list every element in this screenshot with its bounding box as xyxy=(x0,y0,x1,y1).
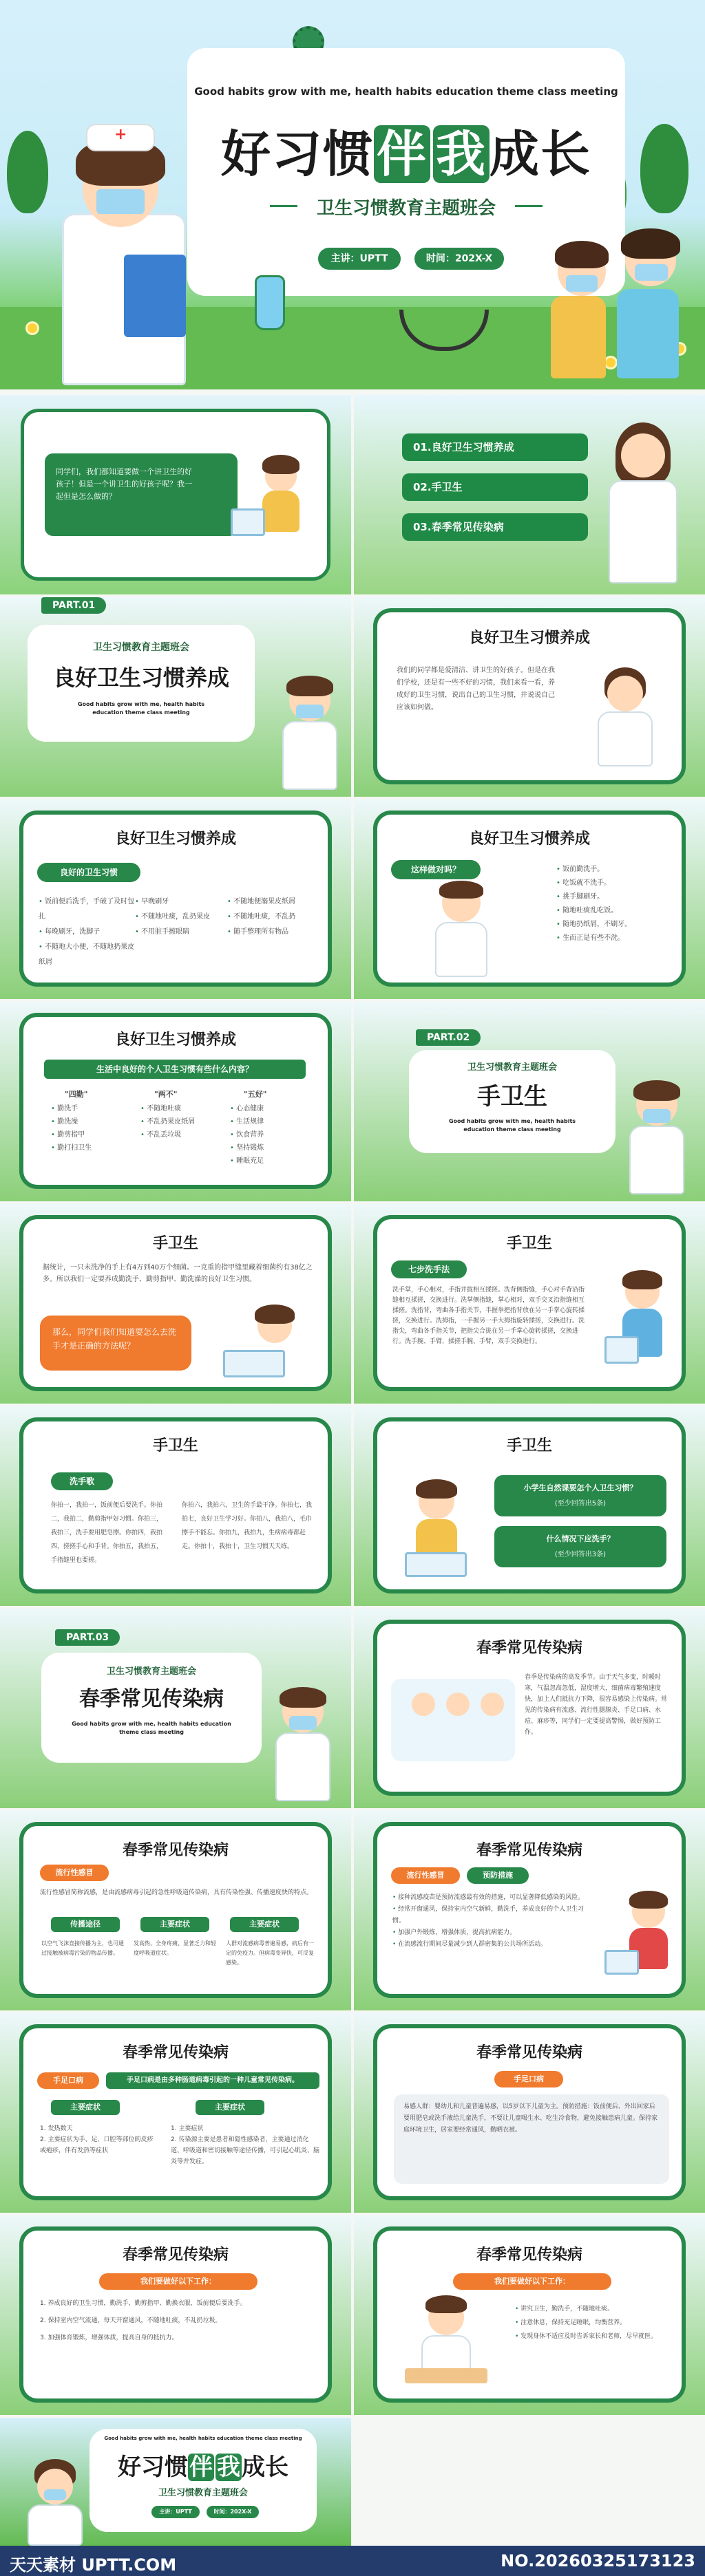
s6-slide xyxy=(354,799,705,999)
cover-slide xyxy=(0,0,705,389)
child-face xyxy=(481,1693,504,1716)
cover-title: 好习惯伴 我成长 xyxy=(220,125,592,183)
s15-card xyxy=(19,1822,332,1998)
s6-list: • 饭前勤洗手。 • 吃饭就不洗手。 • 挑手脚刷牙。 • 随地吐痰乱吃饭。 • 随地扔纸屑，不刷牙。 • 生而正是有些不洗。 xyxy=(556,863,680,945)
s5-title: 良好卫生习惯养成 xyxy=(114,830,236,848)
s7-card xyxy=(19,1013,332,1189)
s10-tag: 七步洗手法 xyxy=(391,1260,467,1278)
s5-col-2: • 早晚刷牙 • 不随地吐痰，乱扔果皮 • 不用脏手擦眼睛 xyxy=(135,894,224,940)
s18-tag: 手足口病 xyxy=(494,2071,563,2087)
part1-label: PART.01 xyxy=(41,597,106,614)
s9-slide xyxy=(0,1204,351,1404)
s15-tag: 流行性感冒 xyxy=(40,1865,109,1881)
s11-col-2: 你拍六，我拍六，卫生的手最干净。你拍七，我拍七，良好卫生学习好。你拍八，我拍八，毛巾擦手不能忘。你拍九，我拍九，生病病毒都赶走。你拍十，我拍十，卫生习惯天天练。 xyxy=(182,1502,313,1550)
s4-slide xyxy=(354,597,705,797)
s10-slide xyxy=(354,1204,705,1404)
s10-text: 洗手掌，手心相对，手指并拢相互揉搓。洗背侧指缝，手心对手背沿指缝相互揉搓，交换进行。洗掌侧指缝，掌心相对，双手交叉沿指缝相互揉搓。洗指背，弯曲各手指关节，半握拳把指背放在另一手掌心旋转揉搓，交换进行。洗拇指，一手握另一手大拇指旋转揉搓，交换进行。洗指尖，弯曲各手指关节，把指尖合拢在另一手掌心旋转揉搓，交换进行。洗手腕、手臂，揉搓手腕、手臂，双手交换进行。 xyxy=(392,1287,585,1345)
kid-washing-illustration xyxy=(231,453,306,543)
s11-col-1: 你拍一，我拍一，饭前便后要洗手。你拍二，我拍二，勤剪指甲好习惯。你拍三，我拍三，洗手要用肥皂擦。你拍四，我拍四，搓搓手心和手背。你拍五，我拍五，手指缝里也要搓。 xyxy=(51,1502,163,1564)
s9-title: 手卫生 xyxy=(152,1235,198,1252)
child-face xyxy=(412,1693,435,1716)
s18-slide xyxy=(354,2013,705,2213)
children-desks-illustration xyxy=(391,1679,515,1761)
boy-washing-illustration xyxy=(398,1483,474,1580)
s11-tag: 洗手歌 xyxy=(51,1472,113,1490)
s16-tag-1: 流行性感冒 xyxy=(391,1867,460,1884)
s15-title: 春季常见传染病 xyxy=(122,1842,229,1859)
kid-sink-illustration xyxy=(604,1274,673,1377)
desk xyxy=(405,2368,487,2383)
part3-big: 春季常见传染病 xyxy=(79,1687,224,1711)
part1-big: 良好卫生习惯养成 xyxy=(52,665,229,691)
s14-title: 春季常见传染病 xyxy=(476,1640,582,1657)
doctor-illustration xyxy=(602,422,684,588)
part3-en: Good habits grow with me, health habits education theme class meeting xyxy=(72,1721,231,1735)
s15-head-1: 传播途径 xyxy=(51,1917,120,1932)
nurse-illustration xyxy=(21,2459,90,2546)
s7-title: 良好卫生习惯养成 xyxy=(114,1031,236,1049)
s14-card xyxy=(373,1620,686,1796)
clipboard-icon xyxy=(124,255,186,337)
s16-tag-2: 预防措施 xyxy=(467,1867,529,1884)
s15-col-2: 发高热、全身疼痛、显著乏力和轻度呼吸道症状。 xyxy=(134,1940,216,1956)
footer-right: NO.20260325173123 xyxy=(501,2551,695,2570)
child-face xyxy=(446,1693,470,1716)
end-time: 时间：202X-X xyxy=(207,2506,259,2518)
part2-big: 手卫生 xyxy=(477,1083,547,1110)
kid-basin-illustration xyxy=(604,1895,680,1984)
s19-title: 春季常见传染病 xyxy=(122,2246,229,2264)
toc-item-1[interactable]: 01.良好卫生习惯养成 xyxy=(402,433,588,461)
part2-label: PART.02 xyxy=(416,1029,481,1046)
sink-icon xyxy=(405,1552,467,1577)
s6-tag: 这样做对吗？ xyxy=(391,860,481,879)
part2-card xyxy=(409,1050,615,1153)
sink-icon xyxy=(604,1336,639,1364)
end-en: Good habits grow with me, health habits education theme class meeting xyxy=(104,2436,302,2441)
s9-text: 据统计，一只未洗净的手上有4万到40万个细菌。一克重的指甲缝里藏着细菌约有38亿之多。所以我们一定要养成勤洗手、勤剪指甲、勤洗澡的良好卫生习惯。 xyxy=(43,1264,313,1283)
s20-bar: 我们要做好以下工作： xyxy=(453,2273,611,2290)
s7-bar: 生活中良好的个人卫生习惯有些什么内容？ xyxy=(44,1060,306,1079)
s5-col-1: • 饭前便后洗手，手破了及时包扎 • 每晚刷牙，洗脚子 • 不随地大小便，不随地扔果皮纸屑 xyxy=(39,894,135,970)
s17-bar: 手足口病是由多种肠道病毒引起的一种儿童常见传染病。 xyxy=(106,2072,319,2089)
s9-card xyxy=(19,1215,332,1391)
s11-card xyxy=(19,1417,332,1593)
doctor-boy-illustration xyxy=(269,1691,337,1801)
s5-col-3: • 不随地便溺果皮纸屑 • 不随地吐痰，不乱扔 • 随手整理所有物品 xyxy=(227,894,324,940)
cover-en: Good habits grow with me, health habits education theme class meeting xyxy=(194,85,618,98)
part1-small: 卫生习惯教育主题班会 xyxy=(93,642,189,653)
s11-slide xyxy=(0,1406,351,1606)
s5-card xyxy=(19,811,332,987)
s19-list: 1. 养成良好的卫生习惯，勤洗手、勤剪指甲、勤换衣服，饭前便后要洗手。 2. 保持室内空气流通，每天开窗通风，不随地吐痰，不乱扔垃圾。 3. 加强体育锻炼，增强体质，提高自身的抵抗力。 xyxy=(40,2300,246,2341)
end-slide xyxy=(0,2418,351,2546)
s16-card xyxy=(373,1822,686,1998)
s7-col-1: • 勤洗手 • 勤洗澡 • 勤剪指甲 • 勤打扫卫生 xyxy=(51,1102,134,1155)
s20-title: 春季常见传染病 xyxy=(476,2246,582,2264)
s16-slide xyxy=(354,1811,705,2010)
sanitizer-icon xyxy=(255,275,285,330)
s12-a1: (至少回答出5条) xyxy=(554,1500,607,1507)
s10-card xyxy=(373,1215,686,1391)
s10-title: 手卫生 xyxy=(506,1235,552,1252)
part3-card xyxy=(41,1653,262,1763)
toc-item-3[interactable]: 03.春季常见传染病 xyxy=(402,513,588,541)
s4-title: 良好卫生习惯养成 xyxy=(468,630,590,647)
part2-small: 卫生习惯教育主题班会 xyxy=(467,1062,557,1073)
end-card xyxy=(90,2429,317,2532)
doctor-stethoscope-illustration xyxy=(419,883,501,980)
s12-slide xyxy=(354,1406,705,1606)
s19-slide xyxy=(0,2215,351,2415)
red-cross-icon: + xyxy=(114,126,127,143)
part3-small: 卫生习惯教育主题班会 xyxy=(106,1666,196,1677)
s6-card xyxy=(373,811,686,987)
s14-text: 春季是传染病的高发季节。由于天气多变，时暖时寒，气温忽高忽低，湿度增大，细菌病毒繁殖速度快，加上人们抵抗力下降，很容易感染上传染病。常见的传染病有流感、流行性腮腺炎、手足口病、水痘、麻疹等，同学们一定要提高警惕，做好预防工作。 xyxy=(525,1674,668,1736)
intro-question: 同学们，我们都知道要做一个讲卫生的好孩子！但是一个讲卫生的好孩子呢？我一起但是怎么做的？ xyxy=(56,467,192,501)
cover-speaker: 主讲：UPTT xyxy=(318,248,401,270)
s18-title: 春季常见传染病 xyxy=(476,2044,582,2061)
toc-slide xyxy=(354,395,705,594)
watermark-footer xyxy=(0,2546,705,2576)
s16-title: 春季常见传染病 xyxy=(476,1842,582,1859)
s18-card xyxy=(373,2024,686,2200)
s17-head-2: 主要症状 xyxy=(196,2100,264,2115)
s17-card xyxy=(19,2024,332,2200)
s17-tag: 手足口病 xyxy=(37,2072,99,2089)
part2-en: Good habits grow with me, health habits education theme class meeting xyxy=(448,1118,576,1133)
s17-title: 春季常见传染病 xyxy=(122,2044,229,2061)
intro-slide xyxy=(0,395,351,594)
s17-col-2: 1. 主要症状 2. 传染源主要是患者和隐性感染者，主要通过消化道、呼吸道和密切接触等途径传播，可引起心肌炎、脑炎等并发症。 xyxy=(171,2125,320,2165)
footer-left: 天天素材 UPTT.COM xyxy=(10,2555,177,2575)
s12-card xyxy=(373,1417,686,1593)
end-title: 好习惯伴 我成长 xyxy=(118,2454,288,2481)
s6-title: 良好卫生习惯养成 xyxy=(468,830,590,848)
s7-col-2: • 不随地吐痰 • 不乱扔果皮纸屑 • 不乱丢垃圾 xyxy=(140,1102,223,1141)
s11-title: 手卫生 xyxy=(152,1437,198,1455)
s12-q2: 什么情况下应洗手？ xyxy=(546,1534,615,1543)
s20-card xyxy=(373,2226,686,2403)
s17-slide xyxy=(0,2013,351,2213)
cover-subtitle: 卫生习惯教育主题班会 xyxy=(316,198,496,219)
s20-slide xyxy=(354,2215,705,2415)
part3-label: PART.03 xyxy=(55,1629,120,1646)
s15-head-3: 主要症状 xyxy=(230,1917,299,1932)
nurse-illustration xyxy=(48,103,200,385)
s14-slide xyxy=(354,1609,705,1808)
nurse-small-illustration xyxy=(584,667,666,771)
s15-col-3: 人群对流感病毒普遍易感，病后有一定的免疫力。但病毒变异快，可反复感染。 xyxy=(226,1940,314,1966)
doctor-boy-illustration xyxy=(622,1084,691,1194)
s19-bar: 我们要做好以下工作： xyxy=(99,2273,257,2290)
cover-time: 时间：202X-X xyxy=(414,248,504,270)
kid-handwash-illustration xyxy=(223,1309,306,1384)
s17-head-1: 主要症状 xyxy=(51,2100,120,2115)
part3-slide xyxy=(0,1609,351,1808)
intro-card xyxy=(21,409,330,581)
s7-head-2: "两不" xyxy=(154,1090,178,1099)
part1-slide xyxy=(0,597,351,797)
doctor-desk-illustration xyxy=(405,2299,487,2389)
s12-q1: 小学生自然课要怎个人卫生习惯？ xyxy=(523,1483,638,1492)
s15-col-1: 以空气飞沫直接传播为主，也可通过接触被病毒污染的物品传播。 xyxy=(41,1940,124,1956)
s15-slide xyxy=(0,1811,351,2010)
end-speaker: 主讲：UPTT xyxy=(151,2506,200,2518)
s15-head-2: 主要症状 xyxy=(140,1917,209,1932)
sink-icon xyxy=(604,1950,639,1975)
s18-text: 易感人群：婴幼儿和儿童普遍易感，以5岁以下儿童为主。预防措施：饭前便后、外出回家后要用肥皂或洗手液给儿童洗手，不要让儿童喝生水、吃生冷食物，避免接触患病儿童。保持家庭环境卫生，居室要经常通风，勤晒衣被。 xyxy=(403,2103,658,2134)
s4-card xyxy=(373,608,686,784)
s12-title: 手卫生 xyxy=(506,1437,552,1455)
kids-illustration xyxy=(551,220,688,385)
sink-icon xyxy=(223,1350,285,1377)
s7-head-1: "四勤" xyxy=(65,1090,88,1099)
s7-head-3: "五好" xyxy=(244,1090,267,1099)
s7-col-3: • 心态健康 • 生活规律 • 饮食营养 • 坚持锻炼 • 睡眠充足 xyxy=(230,1102,313,1168)
s5-tag: 良好的卫生习惯 xyxy=(37,863,140,882)
doctor-boy-illustration xyxy=(275,680,344,790)
part1-card xyxy=(28,625,255,742)
s15-text: 流行性感冒简称流感，是由流感病毒引起的急性呼吸道传染病，具有传染性强、传播速度快的特点。 xyxy=(40,1889,313,1896)
s12-a2: (至少回答出3条) xyxy=(554,1551,607,1558)
s20-list: • 讲究卫生，勤洗手，不随地吐痰。 • 注意休息，保持充足睡眠，均衡营养。 • 发现身体不适应及时告诉家长和老师，尽早就医。 xyxy=(515,2302,673,2343)
part2-slide xyxy=(354,1002,705,1201)
s4-text: 我们的同学都是爱清洁、讲卫生的好孩子。但是在我们学校，还是有一些不好的习惯，我们来看一看，养成好的卫生习惯，说出自己的卫生习惯，并说说自己应该如何做。 xyxy=(397,667,555,711)
toc-item-2[interactable]: 02.手卫生 xyxy=(402,473,588,501)
part1-en: Good habits grow with me, health habits education theme class meeting xyxy=(77,701,205,716)
s9-box: 那么，同学们我们知道要怎么去洗手才是正确的方法呢？ xyxy=(40,1316,191,1371)
s5-slide xyxy=(0,799,351,999)
end-subtitle: 卫生习惯教育主题班会 xyxy=(158,2488,248,2498)
s7-slide xyxy=(0,1002,351,1201)
s16-list: • 接种流感疫苗是预防流感最有效的措施，可以显著降低感染的风险。 • 经常开窗通风，保持室内空气新鲜，勤洗手，养成良好的个人卫生习惯。 • 加强户外锻炼，增强体质，提高抗病能力。 • 在流感流行期间尽量减少到人群密集的公共场所活动。 xyxy=(392,1892,592,1951)
sink-icon xyxy=(231,508,265,536)
s17-col-1: 1. 发热数天 2. 主要症状为手、足、口腔等部位的皮疹或疱疹，伴有发热等症状 xyxy=(40,2125,154,2154)
s19-card xyxy=(19,2226,332,2403)
